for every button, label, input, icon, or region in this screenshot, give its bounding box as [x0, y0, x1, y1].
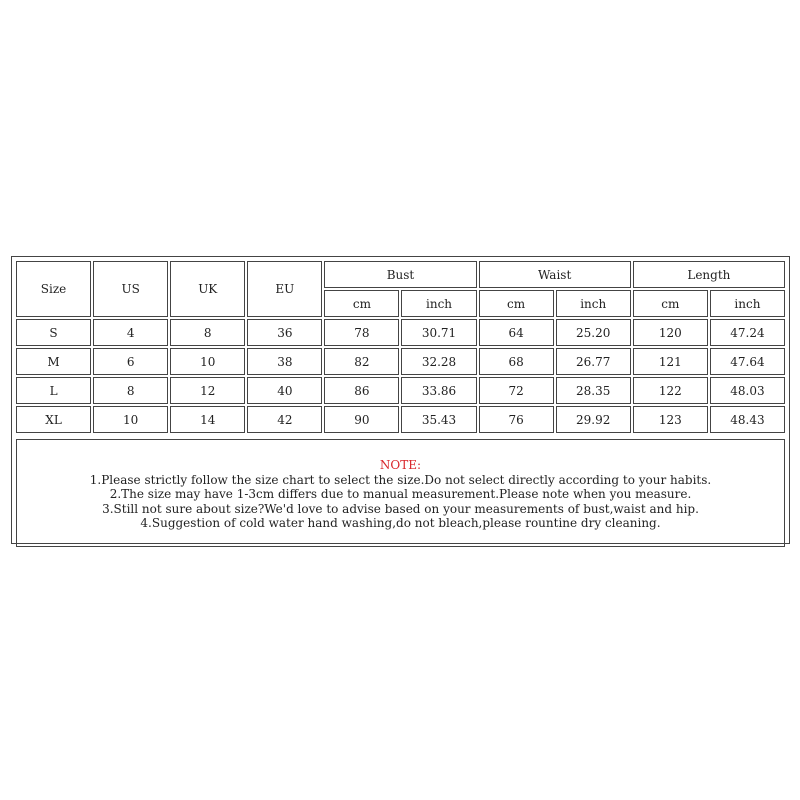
- table-row: [16, 377, 785, 404]
- cell-length-cm: 121: [633, 348, 708, 375]
- header-length-inch: inch: [710, 290, 785, 317]
- cell-bust-inch: 30.71: [401, 319, 476, 346]
- cell-waist-cm: 68: [479, 348, 554, 375]
- cell-bust-inch: 32.28: [401, 348, 476, 375]
- cell-length-cm: 122: [633, 377, 708, 404]
- cell-waist-cm: 76: [479, 406, 554, 433]
- header-eu: EU: [247, 261, 322, 317]
- cell-bust-inch: 33.86: [401, 377, 476, 404]
- cell-size: L: [16, 377, 91, 404]
- cell-us: 4: [93, 319, 168, 346]
- cell-bust-cm: 82: [324, 348, 399, 375]
- cell-waist-cm: 64: [479, 319, 554, 346]
- header-bust: Bust: [324, 261, 476, 288]
- header-length: Length: [633, 261, 785, 288]
- header-size: Size: [16, 261, 91, 317]
- note-title: NOTE:: [379, 458, 422, 472]
- header-bust-inch: inch: [401, 290, 476, 317]
- cell-us: 10: [93, 406, 168, 433]
- note-line: 1.Please strictly follow the size chart to select the size.Do not select directly according to your habits.: [89, 472, 712, 487]
- cell-bust-inch: 35.43: [401, 406, 476, 433]
- header-waist-cm: cm: [479, 290, 554, 317]
- cell-length-inch: 48.03: [710, 377, 785, 404]
- cell-eu: 38: [247, 348, 322, 375]
- cell-eu: 36: [247, 319, 322, 346]
- note-line: 2.The size may have 1-3cm differs due to manual measurement.Please note when you measure.: [109, 487, 692, 501]
- cell-us: 6: [93, 348, 168, 375]
- header-uk: UK: [170, 261, 245, 317]
- cell-waist-inch: 26.77: [556, 348, 631, 375]
- notes-box: [16, 439, 785, 547]
- cell-uk: 12: [170, 377, 245, 404]
- size-table: [14, 259, 787, 435]
- cell-length-inch: 47.64: [710, 348, 785, 375]
- cell-uk: 8: [170, 319, 245, 346]
- note-line: 4.Suggestion of cold water hand washing,do not bleach,please rountine dry cleaning.: [140, 516, 661, 530]
- header-length-cm: cm: [633, 290, 708, 317]
- cell-waist-inch: 28.35: [556, 377, 631, 404]
- header-bust-cm: cm: [324, 290, 399, 317]
- cell-length-inch: 48.43: [710, 406, 785, 433]
- table-row: [16, 406, 785, 433]
- header-row-main: [16, 261, 785, 288]
- table-row: [16, 319, 785, 346]
- cell-eu: 40: [247, 377, 322, 404]
- cell-size: M: [16, 348, 91, 375]
- cell-eu: 42: [247, 406, 322, 433]
- cell-bust-cm: 86: [324, 377, 399, 404]
- cell-uk: 10: [170, 348, 245, 375]
- cell-size: XL: [16, 406, 91, 433]
- size-chart: [11, 256, 790, 544]
- header-us: US: [93, 261, 168, 317]
- cell-length-cm: 123: [633, 406, 708, 433]
- cell-length-inch: 47.24: [710, 319, 785, 346]
- cell-length-cm: 120: [633, 319, 708, 346]
- cell-us: 8: [93, 377, 168, 404]
- table-row: [16, 348, 785, 375]
- cell-bust-cm: 78: [324, 319, 399, 346]
- cell-bust-cm: 90: [324, 406, 399, 433]
- note-line: 3.Still not sure about size?We'd love to advise based on your measurements of bust,waist and hip.: [102, 501, 699, 516]
- cell-size: S: [16, 319, 91, 346]
- cell-waist-cm: 72: [479, 377, 554, 404]
- cell-waist-inch: 29.92: [556, 406, 631, 433]
- cell-uk: 14: [170, 406, 245, 433]
- header-waist: Waist: [479, 261, 631, 288]
- header-waist-inch: inch: [556, 290, 631, 317]
- cell-waist-inch: 25.20: [556, 319, 631, 346]
